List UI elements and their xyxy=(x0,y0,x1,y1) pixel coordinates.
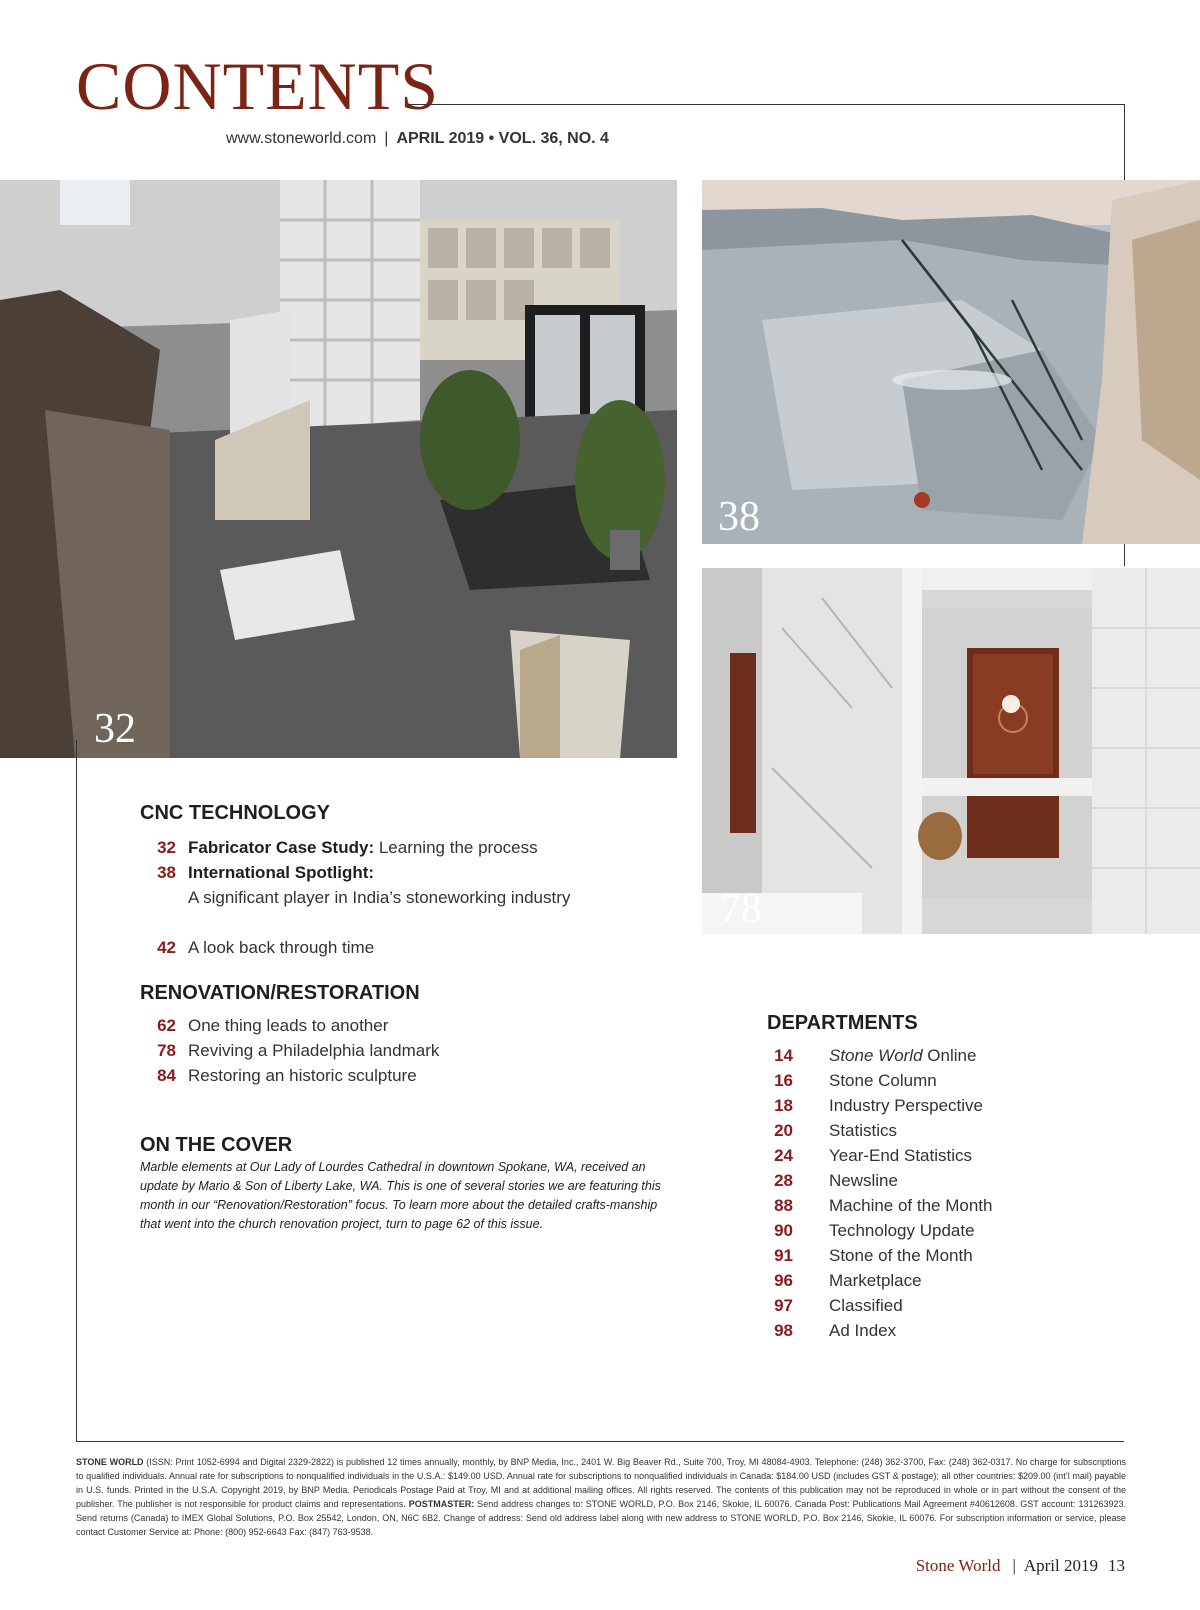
toc-item-continued xyxy=(140,885,660,910)
toc-title: Reviving a Philadelphia landmark xyxy=(188,1041,440,1060)
masthead-separator: | xyxy=(384,130,389,147)
toc-list xyxy=(140,1013,660,1088)
header-rule xyxy=(408,104,1124,105)
toc-page-number: 88 xyxy=(774,1196,793,1215)
footer-date: April 2019 xyxy=(1023,1556,1098,1575)
toc-title-rest: Online xyxy=(922,1046,977,1065)
toc-page-number: 96 xyxy=(774,1271,793,1290)
toc-title xyxy=(829,1043,976,1068)
toc-title: Ad Index xyxy=(829,1321,897,1340)
toc-title: One thing leads to another xyxy=(188,1016,389,1035)
section-cnc-technology xyxy=(140,802,660,960)
toc-item[interactable] xyxy=(767,1243,1107,1268)
toc-page-number: 98 xyxy=(774,1321,793,1340)
toc-item[interactable] xyxy=(767,1218,1107,1243)
toc-item[interactable] xyxy=(140,1013,660,1038)
header-rule-vertical xyxy=(1124,104,1125,180)
website-link[interactable]: www.stoneworld.com xyxy=(226,130,377,147)
toc-page-number: 42 xyxy=(157,938,176,957)
toc-title: Newsline xyxy=(829,1171,898,1190)
statement-body-continued: Send address changes to: STONE WORLD, P.O. Box 2146, Skokie, IL 60076. Canada Post: Publications Mail Agreement #40612608. GST account: 131263923. Send returns (Canada) to IMEX Global Solutions, P.O. Box 25542, London, ON, N6C 6B2. Change of address: Send old address label along with new address to STONE WORLD, P.O. Box 2146, Skokie, IL 60076. For subscription information or service, please contact Customer Service at: Phone: (800) 952-6643 Fax: (847) 763-9538. xyxy=(76,1499,1126,1537)
toc-item[interactable] xyxy=(767,1293,1107,1318)
section-heading: CNC TECHNOLOGY xyxy=(140,802,330,824)
toc-title: Technology Update xyxy=(829,1221,975,1240)
toc-list xyxy=(767,1043,1107,1343)
showroom-image xyxy=(0,180,677,758)
statement-body: (ISSN: Print 1052-6994 and Digital 2329-2822) is published 12 times annually, monthly, by BNP Media, Inc., 2401 W. Big Beaver Rd., Suite 700, Troy, MI 48084-4903. Telephone: (248) 362-3700, Fax: (248) 362-0317. No charge for subscriptions to qualified individuals. Annual rate for subscriptions to nonqualified individuals in the U.S.A.: $149.00 USD. Annual rate for subscriptions to nonqualified individuals in Canada: $184.00 USD (includes GST & postage); all other countries: $209.00 (int’l mail) payable in U.S. funds. Printed in the U.S.A. Copyright 2019, by BNP Media. Periodicals Postage Paid at Troy, MI and at additional mailing offices. All rights reserved. The contents of this publication may not be reproduced in whole or in part without the consent of the publisher. The publisher is not responsible for product claims and representations. xyxy=(76,1457,1126,1509)
toc-title: Restoring an historic sculpture xyxy=(188,1066,417,1085)
toc-item[interactable] xyxy=(767,1043,1107,1068)
toc-page-number: 14 xyxy=(774,1046,793,1065)
toc-item[interactable] xyxy=(767,1268,1107,1293)
section-heading: DEPARTMENTS xyxy=(767,1012,918,1034)
toc-page-number: 78 xyxy=(157,1041,176,1060)
toc-item[interactable] xyxy=(140,1063,660,1088)
toc-title-italic: Stone World xyxy=(829,1046,923,1065)
footer-rule xyxy=(76,1441,1124,1442)
toc-page-number: 90 xyxy=(774,1221,793,1240)
toc-item[interactable] xyxy=(767,1168,1107,1193)
toc-page-number: 38 xyxy=(157,863,176,882)
photo-page-label: 78 xyxy=(720,886,762,932)
toc-title: Classified xyxy=(829,1296,903,1315)
toc-item[interactable] xyxy=(767,1093,1107,1118)
toc-item[interactable] xyxy=(767,1118,1107,1143)
toc-title-rest: Learning the process xyxy=(374,838,538,857)
toc-item[interactable] xyxy=(140,1038,660,1063)
toc-title-bold: Fabricator Case Study: xyxy=(188,838,375,857)
postmaster-label: POSTMASTER: xyxy=(408,1499,475,1509)
photo-page-label: 38 xyxy=(718,494,760,540)
toc-title: Statistics xyxy=(829,1121,898,1140)
section-renovation-restoration xyxy=(140,982,660,1088)
toc-title: Stone Column xyxy=(829,1071,937,1090)
photo-quarry[interactable] xyxy=(702,180,1200,544)
toc-item[interactable] xyxy=(140,860,660,885)
photo-page-label: 32 xyxy=(94,706,136,752)
toc-page-number: 28 xyxy=(774,1171,793,1190)
toc-page-number: 97 xyxy=(774,1296,793,1315)
masthead xyxy=(226,130,609,148)
section-heading: RENOVATION/RESTORATION xyxy=(140,982,420,1004)
toc-title: Year-End Statistics xyxy=(829,1146,972,1165)
photo-bathroom[interactable] xyxy=(702,568,1200,934)
toc-title: Marketplace xyxy=(829,1271,922,1290)
toc-title-bold: International Spotlight: xyxy=(188,863,375,882)
section-departments xyxy=(767,1012,1107,1343)
toc-item[interactable] xyxy=(140,835,660,860)
cover-heading: ON THE COVER xyxy=(140,1134,293,1156)
toc-title: Machine of the Month xyxy=(829,1196,993,1215)
toc-title: Industry Perspective xyxy=(829,1096,984,1115)
toc-page-number: 18 xyxy=(774,1096,793,1115)
toc-page-number: 84 xyxy=(157,1066,176,1085)
toc-title-rest: A significant player in India’s stoneworking industry xyxy=(188,888,571,907)
toc-item[interactable] xyxy=(140,935,660,960)
toc-title: Stone of the Month xyxy=(829,1246,973,1265)
publication-statement xyxy=(76,1455,1126,1539)
footer-brand: Stone World xyxy=(915,1556,1001,1575)
toc-title xyxy=(188,860,374,885)
photo-showroom[interactable] xyxy=(0,180,677,758)
toc-page-number: 62 xyxy=(157,1016,176,1035)
toc-title: A look back through time xyxy=(188,938,375,957)
toc-item[interactable] xyxy=(767,1143,1107,1168)
page-title: CONTENTS xyxy=(76,48,440,124)
footer-separator: | xyxy=(1012,1556,1016,1575)
photo-divider-rule xyxy=(1124,544,1125,566)
toc-item[interactable] xyxy=(767,1193,1107,1218)
page-footer xyxy=(916,1556,1125,1576)
quarry-image xyxy=(702,180,1200,544)
bathroom-image xyxy=(702,568,1200,934)
toc-item[interactable] xyxy=(767,1318,1107,1343)
publication-name: STONE WORLD xyxy=(76,1457,144,1467)
toc-page-number: 91 xyxy=(774,1246,793,1265)
issue-info: APRIL 2019 • VOL. 36, NO. 4 xyxy=(396,130,609,147)
toc-page-number: 16 xyxy=(774,1071,793,1090)
toc-page-number: 20 xyxy=(774,1121,793,1140)
toc-item[interactable] xyxy=(767,1068,1107,1093)
toc-title xyxy=(188,835,538,860)
toc-list xyxy=(140,835,660,960)
frame-rule-left xyxy=(76,740,77,1442)
toc-page-number: 32 xyxy=(157,838,176,857)
cover-description: Marble elements at Our Lady of Lourdes Cathedral in downtown Spokane, WA, received an update by Mario & Son of Liberty Lake, WA. This is one of several stories we are featuring this month in our “Renovation/Restoration” focus. To learn more about the detailed crafts-manship that went into the church renovation project, turn to page 62 of this issue. xyxy=(140,1160,661,1231)
page-number: 13 xyxy=(1108,1556,1125,1575)
toc-page-number: 24 xyxy=(774,1146,793,1165)
